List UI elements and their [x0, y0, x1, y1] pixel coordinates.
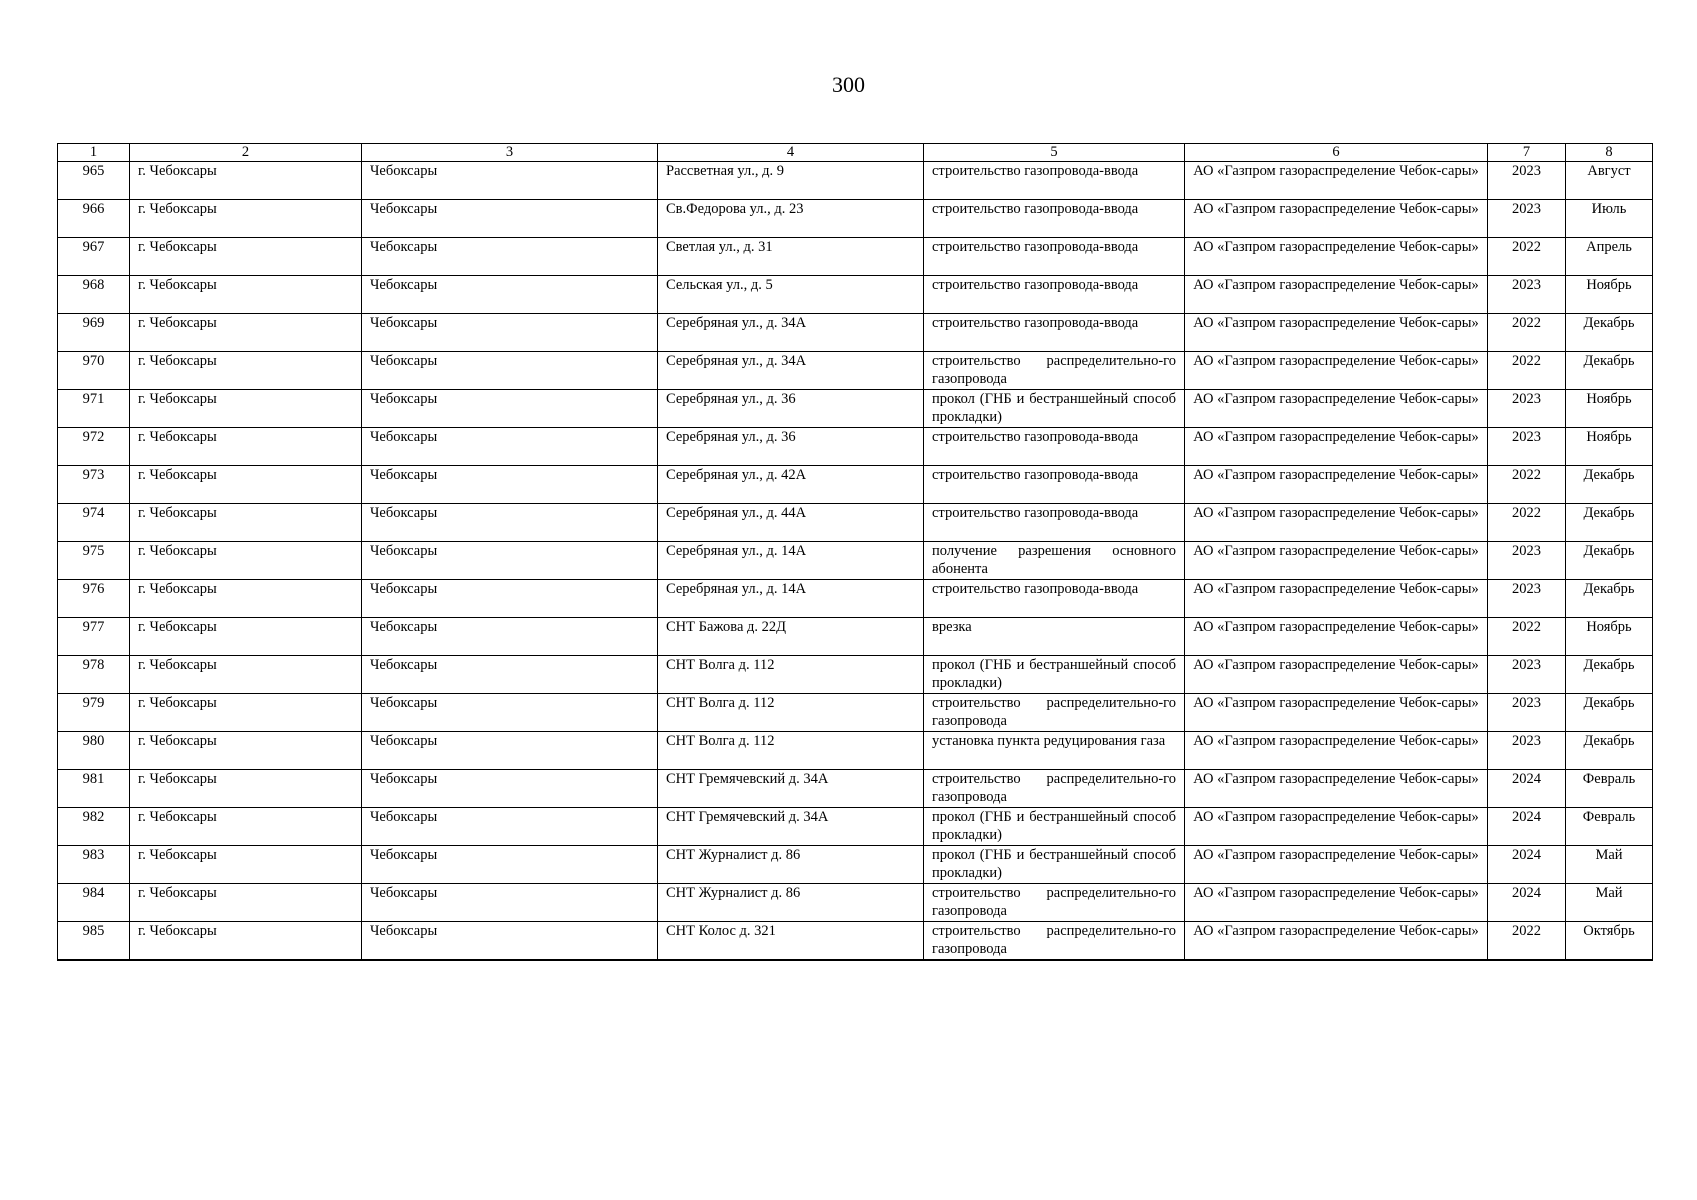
locality-cell: Чебоксары	[362, 390, 658, 428]
district-cell: г. Чебоксары	[130, 542, 362, 580]
district-cell: г. Чебоксары	[130, 276, 362, 314]
table-header-row	[58, 144, 1653, 162]
row-number-cell: 980	[58, 732, 130, 770]
row-number-cell: 970	[58, 352, 130, 390]
table-row	[58, 694, 1653, 732]
district-cell: г. Чебоксары	[130, 238, 362, 276]
year-cell: 2023	[1488, 656, 1566, 694]
district-cell: г. Чебоксары	[130, 846, 362, 884]
column-header: 2	[130, 144, 362, 162]
month-cell: Декабрь	[1566, 656, 1653, 694]
month-cell: Май	[1566, 884, 1653, 922]
district-cell: г. Чебоксары	[130, 162, 362, 200]
row-number-cell: 984	[58, 884, 130, 922]
work-type-cell: получение разрешения основного абонента	[924, 542, 1185, 580]
work-type-cell: строительство газопровода-ввода	[924, 580, 1185, 618]
table-row	[58, 162, 1653, 200]
work-type-cell: строительство газопровода-ввода	[924, 162, 1185, 200]
address-cell: СНТ Бажова д. 22Д	[658, 618, 924, 656]
address-cell: СНТ Волга д. 112	[658, 656, 924, 694]
work-type-cell: строительство распределительно-го газопровода	[924, 352, 1185, 390]
district-cell: г. Чебоксары	[130, 504, 362, 542]
table-row	[58, 618, 1653, 656]
row-number-cell: 972	[58, 428, 130, 466]
organization-cell: АО «Газпром газораспределение Чебок-сары»	[1185, 922, 1488, 961]
month-cell: Декабрь	[1566, 504, 1653, 542]
month-cell: Декабрь	[1566, 580, 1653, 618]
locality-cell: Чебоксары	[362, 504, 658, 542]
row-number-cell: 966	[58, 200, 130, 238]
year-cell: 2023	[1488, 542, 1566, 580]
organization-cell: АО «Газпром газораспределение Чебок-сары»	[1185, 390, 1488, 428]
work-type-cell: строительство распределительно-го газопровода	[924, 694, 1185, 732]
locality-cell: Чебоксары	[362, 922, 658, 961]
table-row	[58, 276, 1653, 314]
table-row	[58, 884, 1653, 922]
organization-cell: АО «Газпром газораспределение Чебок-сары»	[1185, 580, 1488, 618]
organization-cell: АО «Газпром газораспределение Чебок-сары»	[1185, 618, 1488, 656]
organization-cell: АО «Газпром газораспределение Чебок-сары»	[1185, 808, 1488, 846]
work-type-cell: строительство распределительно-го газопровода	[924, 884, 1185, 922]
locality-cell: Чебоксары	[362, 846, 658, 884]
table-row	[58, 238, 1653, 276]
year-cell: 2023	[1488, 200, 1566, 238]
column-header: 1	[58, 144, 130, 162]
table-body	[58, 162, 1653, 961]
district-cell: г. Чебоксары	[130, 770, 362, 808]
address-cell: Серебряная ул., д. 42А	[658, 466, 924, 504]
work-type-cell: врезка	[924, 618, 1185, 656]
organization-cell: АО «Газпром газораспределение Чебок-сары»	[1185, 694, 1488, 732]
organization-cell: АО «Газпром газораспределение Чебок-сары»	[1185, 542, 1488, 580]
row-number-cell: 965	[58, 162, 130, 200]
month-cell: Февраль	[1566, 770, 1653, 808]
row-number-cell: 983	[58, 846, 130, 884]
organization-cell: АО «Газпром газораспределение Чебок-сары»	[1185, 884, 1488, 922]
month-cell: Август	[1566, 162, 1653, 200]
organization-cell: АО «Газпром газораспределение Чебок-сары»	[1185, 352, 1488, 390]
table-row	[58, 808, 1653, 846]
address-cell: СНТ Журналист д. 86	[658, 846, 924, 884]
address-cell: Серебряная ул., д. 36	[658, 390, 924, 428]
month-cell: Октябрь	[1566, 922, 1653, 961]
organization-cell: АО «Газпром газораспределение Чебок-сары»	[1185, 200, 1488, 238]
work-type-cell: строительство распределительно-го газопровода	[924, 770, 1185, 808]
locality-cell: Чебоксары	[362, 314, 658, 352]
organization-cell: АО «Газпром газораспределение Чебок-сары»	[1185, 846, 1488, 884]
row-number-cell: 967	[58, 238, 130, 276]
year-cell: 2022	[1488, 238, 1566, 276]
locality-cell: Чебоксары	[362, 884, 658, 922]
month-cell: Декабрь	[1566, 694, 1653, 732]
organization-cell: АО «Газпром газораспределение Чебок-сары»	[1185, 428, 1488, 466]
month-cell: Февраль	[1566, 808, 1653, 846]
year-cell: 2022	[1488, 466, 1566, 504]
row-number-cell: 977	[58, 618, 130, 656]
row-number-cell: 969	[58, 314, 130, 352]
district-cell: г. Чебоксары	[130, 808, 362, 846]
year-cell: 2023	[1488, 390, 1566, 428]
table-row	[58, 846, 1653, 884]
month-cell: Декабрь	[1566, 352, 1653, 390]
district-cell: г. Чебоксары	[130, 352, 362, 390]
column-header: 6	[1185, 144, 1488, 162]
work-type-cell: строительство газопровода-ввода	[924, 238, 1185, 276]
row-number-cell: 985	[58, 922, 130, 961]
work-type-cell: строительство газопровода-ввода	[924, 504, 1185, 542]
address-cell: Светлая ул., д. 31	[658, 238, 924, 276]
address-cell: СНТ Гремячевский д. 34А	[658, 770, 924, 808]
row-number-cell: 974	[58, 504, 130, 542]
organization-cell: АО «Газпром газораспределение Чебок-сары»	[1185, 238, 1488, 276]
table-row	[58, 314, 1653, 352]
column-header: 5	[924, 144, 1185, 162]
year-cell: 2024	[1488, 884, 1566, 922]
organization-cell: АО «Газпром газораспределение Чебок-сары»	[1185, 276, 1488, 314]
year-cell: 2022	[1488, 352, 1566, 390]
column-header: 8	[1566, 144, 1653, 162]
year-cell: 2022	[1488, 618, 1566, 656]
month-cell: Ноябрь	[1566, 428, 1653, 466]
row-number-cell: 979	[58, 694, 130, 732]
locality-cell: Чебоксары	[362, 352, 658, 390]
year-cell: 2023	[1488, 276, 1566, 314]
year-cell: 2024	[1488, 770, 1566, 808]
column-header: 4	[658, 144, 924, 162]
address-cell: Сельская ул., д. 5	[658, 276, 924, 314]
row-number-cell: 968	[58, 276, 130, 314]
locality-cell: Чебоксары	[362, 162, 658, 200]
table-row	[58, 770, 1653, 808]
month-cell: Декабрь	[1566, 732, 1653, 770]
district-cell: г. Чебоксары	[130, 922, 362, 961]
year-cell: 2022	[1488, 504, 1566, 542]
row-number-cell: 975	[58, 542, 130, 580]
district-cell: г. Чебоксары	[130, 390, 362, 428]
address-cell: СНТ Журналист д. 86	[658, 884, 924, 922]
district-cell: г. Чебоксары	[130, 580, 362, 618]
locality-cell: Чебоксары	[362, 808, 658, 846]
district-cell: г. Чебоксары	[130, 884, 362, 922]
year-cell: 2024	[1488, 808, 1566, 846]
address-cell: СНТ Колос д. 321	[658, 922, 924, 961]
locality-cell: Чебоксары	[362, 770, 658, 808]
organization-cell: АО «Газпром газораспределение Чебок-сары»	[1185, 314, 1488, 352]
table-row	[58, 352, 1653, 390]
locality-cell: Чебоксары	[362, 732, 658, 770]
address-cell: Рассветная ул., д. 9	[658, 162, 924, 200]
work-type-cell: строительство газопровода-ввода	[924, 314, 1185, 352]
work-type-cell: строительство газопровода-ввода	[924, 276, 1185, 314]
month-cell: Декабрь	[1566, 466, 1653, 504]
address-cell: СНТ Гремячевский д. 34А	[658, 808, 924, 846]
table-row	[58, 542, 1653, 580]
address-cell: Серебряная ул., д. 34А	[658, 352, 924, 390]
address-cell: Серебряная ул., д. 34А	[658, 314, 924, 352]
year-cell: 2024	[1488, 846, 1566, 884]
work-type-cell: прокол (ГНБ и бестраншейный способ прокладки)	[924, 846, 1185, 884]
work-type-cell: прокол (ГНБ и бестраншейный способ прокладки)	[924, 808, 1185, 846]
table-row	[58, 504, 1653, 542]
address-cell: СНТ Волга д. 112	[658, 694, 924, 732]
year-cell: 2022	[1488, 922, 1566, 961]
district-cell: г. Чебоксары	[130, 314, 362, 352]
address-cell: Св.Федорова ул., д. 23	[658, 200, 924, 238]
row-number-cell: 971	[58, 390, 130, 428]
year-cell: 2023	[1488, 428, 1566, 466]
locality-cell: Чебоксары	[362, 694, 658, 732]
row-number-cell: 981	[58, 770, 130, 808]
organization-cell: АО «Газпром газораспределение Чебок-сары»	[1185, 466, 1488, 504]
organization-cell: АО «Газпром газораспределение Чебок-сары»	[1185, 162, 1488, 200]
month-cell: Декабрь	[1566, 542, 1653, 580]
row-number-cell: 973	[58, 466, 130, 504]
address-cell: Серебряная ул., д. 14А	[658, 580, 924, 618]
work-type-cell: строительство газопровода-ввода	[924, 428, 1185, 466]
table-row	[58, 732, 1653, 770]
page-number: 300	[832, 72, 865, 97]
locality-cell: Чебоксары	[362, 542, 658, 580]
organization-cell: АО «Газпром газораспределение Чебок-сары»	[1185, 656, 1488, 694]
locality-cell: Чебоксары	[362, 428, 658, 466]
locality-cell: Чебоксары	[362, 200, 658, 238]
table-row	[58, 656, 1653, 694]
row-number-cell: 976	[58, 580, 130, 618]
month-cell: Ноябрь	[1566, 390, 1653, 428]
year-cell: 2023	[1488, 694, 1566, 732]
year-cell: 2023	[1488, 162, 1566, 200]
row-number-cell: 982	[58, 808, 130, 846]
row-number-cell: 978	[58, 656, 130, 694]
month-cell: Декабрь	[1566, 314, 1653, 352]
month-cell: Июль	[1566, 200, 1653, 238]
district-cell: г. Чебоксары	[130, 732, 362, 770]
district-cell: г. Чебоксары	[130, 428, 362, 466]
work-type-cell: строительство распределительно-го газопровода	[924, 922, 1185, 961]
locality-cell: Чебоксары	[362, 276, 658, 314]
work-type-cell: прокол (ГНБ и бестраншейный способ прокладки)	[924, 656, 1185, 694]
work-type-cell: строительство газопровода-ввода	[924, 466, 1185, 504]
table-row	[58, 428, 1653, 466]
locality-cell: Чебоксары	[362, 656, 658, 694]
work-type-cell: прокол (ГНБ и бестраншейный способ прокладки)	[924, 390, 1185, 428]
district-cell: г. Чебоксары	[130, 618, 362, 656]
table-row	[58, 390, 1653, 428]
locality-cell: Чебоксары	[362, 618, 658, 656]
address-cell: Серебряная ул., д. 36	[658, 428, 924, 466]
work-type-cell: строительство газопровода-ввода	[924, 200, 1185, 238]
column-header: 3	[362, 144, 658, 162]
organization-cell: АО «Газпром газораспределение Чебок-сары»	[1185, 770, 1488, 808]
table-row	[58, 580, 1653, 618]
table-row	[58, 200, 1653, 238]
address-cell: Серебряная ул., д. 14А	[658, 542, 924, 580]
month-cell: Ноябрь	[1566, 276, 1653, 314]
work-type-cell: установка пункта редуцирования газа	[924, 732, 1185, 770]
organization-cell: АО «Газпром газораспределение Чебок-сары»	[1185, 504, 1488, 542]
district-cell: г. Чебоксары	[130, 200, 362, 238]
works-table	[57, 143, 1653, 961]
district-cell: г. Чебоксары	[130, 694, 362, 732]
address-cell: Серебряная ул., д. 44А	[658, 504, 924, 542]
address-cell: СНТ Волга д. 112	[658, 732, 924, 770]
month-cell: Ноябрь	[1566, 618, 1653, 656]
organization-cell: АО «Газпром газораспределение Чебок-сары»	[1185, 732, 1488, 770]
table-row	[58, 466, 1653, 504]
month-cell: Май	[1566, 846, 1653, 884]
locality-cell: Чебоксары	[362, 580, 658, 618]
year-cell: 2023	[1488, 732, 1566, 770]
locality-cell: Чебоксары	[362, 466, 658, 504]
locality-cell: Чебоксары	[362, 238, 658, 276]
column-header: 7	[1488, 144, 1566, 162]
year-cell: 2023	[1488, 580, 1566, 618]
month-cell: Апрель	[1566, 238, 1653, 276]
district-cell: г. Чебоксары	[130, 656, 362, 694]
district-cell: г. Чебоксары	[130, 466, 362, 504]
table-row	[58, 922, 1653, 961]
year-cell: 2022	[1488, 314, 1566, 352]
